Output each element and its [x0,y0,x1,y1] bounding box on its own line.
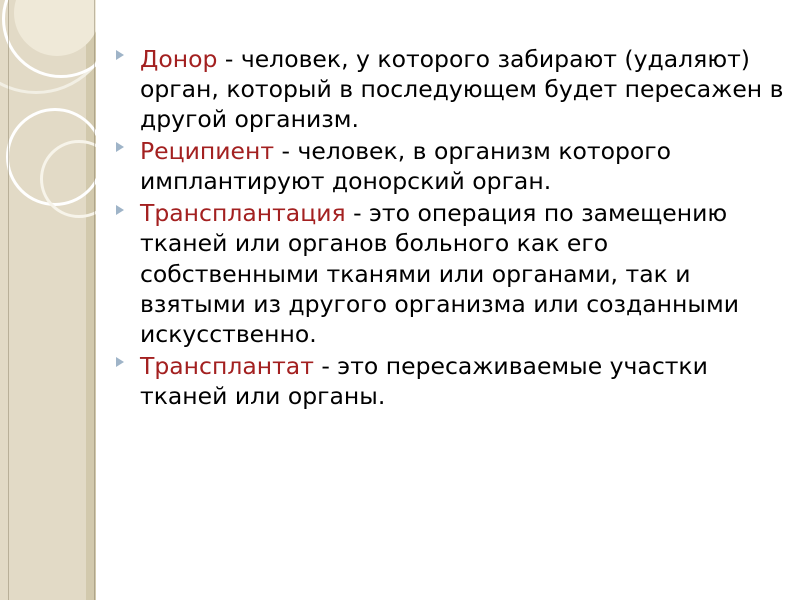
bullet-marker-icon [116,140,127,151]
sidebar-rule [8,0,9,600]
definition-text: - это операция по замещению тканей или органов больного как его собственными тканями или органами, так и взятыми из другого организма или созданными искусственно. [140,199,739,348]
term-label: Реципиент [140,137,275,166]
list-item [112,44,784,134]
term-label: Трансплантат [140,351,314,380]
bullet-marker-icon [116,48,127,59]
definition-text: - человек, в организм которого имплантируют донорский орган. [140,137,671,196]
bullet-list [112,44,784,411]
term-label: Донор [140,45,218,73]
list-item [112,351,784,411]
definition-text: - человек, у которого забирают (удаляют) орган, который в последующем будет пересажен в другой организм. [140,45,784,134]
slide-body [112,44,784,413]
term-label: Трансплантация [140,199,346,228]
definition-text: - это пересаживаемые участки тканей или органы. [140,351,708,410]
bullet-marker-icon [116,203,127,214]
decorative-sidebar [0,0,96,600]
list-item [112,136,784,196]
sidebar-rule [94,0,95,600]
list-item [112,198,784,348]
bullet-marker-icon [116,355,127,366]
